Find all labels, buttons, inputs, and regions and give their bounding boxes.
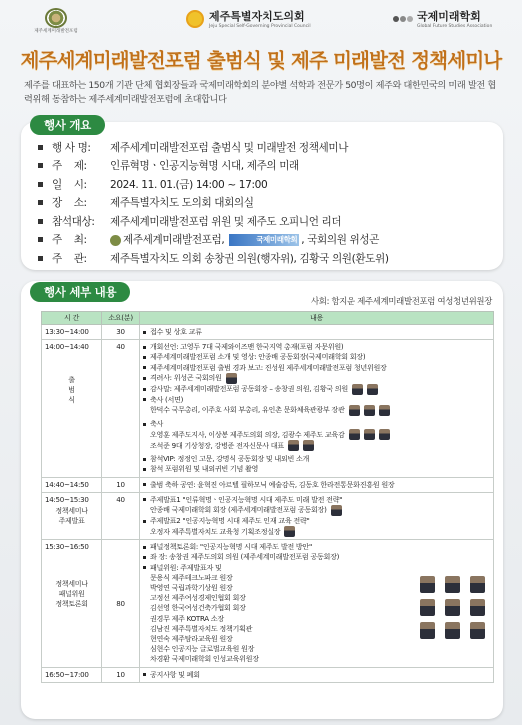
bullet-icon [38,182,43,187]
schedule-line [143,363,490,373]
schedule-time: 14:00~14:40 [45,342,89,352]
bullet-icon [143,398,146,401]
bullet-icon [38,237,43,242]
schedule-row [42,492,494,539]
schedule-line [143,670,490,680]
schedule-time: 15:30~16:50 [45,542,89,552]
schedule-time-cell [42,492,102,539]
schedule-line [143,654,490,664]
schedule-line-text: 안종배 국제미래학회 회장 (제주세계미래발전포럼 공동회장) [150,505,327,515]
portrait-photo [331,505,342,516]
schedule-content [140,477,494,492]
bullet-icon [143,566,146,569]
portrait-photo [364,429,375,440]
schedule-line-text: 심현수 인공지능 글로벌교육원 원장 [150,644,255,654]
schedule-line [143,480,490,490]
bullet-icon [143,356,146,359]
schedule-row [42,340,494,477]
mc-text: 사회: 함지운 제주세계미래발전포럼 여성청년위원장 [311,296,492,306]
schedule-line-text: 개회선언: 고영두 7대 국제와이즈맨 한국지역 총재(포럼 자문위원) [150,342,344,352]
overview-value: 제주세계미래발전포럼 위원 및 제주도 오피니언 리더 [110,215,342,228]
schedule-line-text: 격려사: 위성곤 국회의원 [150,373,222,383]
overview-list [38,138,498,268]
overview-row [38,249,498,268]
session-label: 정책세미나 패널위원 정책토론회 [55,580,88,609]
schedule-line-text: 출범 축하 공연: 윤혁진 아르텔 필하모닉 예술감독, 김동호 한라전통문화진흥원 원장 [150,479,395,489]
schedule-time-cell [42,340,102,477]
overview-row [38,212,498,231]
schedule-line [143,644,490,654]
overview-label: 주 최: [52,234,87,247]
schedule-time: 16:50~17:00 [45,669,89,679]
bullet-icon [143,423,146,426]
schedule-content [140,667,494,682]
bullet-icon [143,556,146,559]
portrait-photo [379,405,390,416]
panel-photos [420,576,485,639]
academy-badge-text: 국제미래학회 [256,235,298,245]
schedule-line-text: 좌 장: 송창권 제주도의회 의원 (제주세계미래발전포럼 공동회장) [150,552,340,562]
schedule-line [143,352,490,362]
forum-logo-text: 제주세계미래발전포럼 [34,29,78,34]
overview-heading: 행사 개요 [30,115,105,135]
schedule-content [140,340,494,477]
overview-row [38,138,498,157]
bullet-icon [143,377,146,380]
schedule-minutes: 40 [102,340,140,477]
schedule-header-row [42,312,494,325]
schedule-line-text: 접수 및 상호 교류 [150,327,202,336]
bullet-icon [143,346,146,349]
portrait-photo [379,429,390,440]
bullet-icon [143,458,146,461]
schedule-line-text: 박영연 국립과학기상원 원장 [150,583,233,593]
schedule-line-text: 공지사항 및 폐회 [150,669,200,679]
bullet-icon [143,546,146,549]
host-forum: 제주세계미래발전포럼, [123,234,225,247]
portrait-photo [303,440,314,451]
schedule-line-text: 오정자 제주특별자치도 교육청 기획조정실장 [150,526,281,536]
intro-text: 제주를 대표하는 150개 기관 단체 협회장들과 국제미래학회의 분야별 석학과 전문가 50명이 제주와 대한민국의 미래 발전 협력위해 동참하는 제주세계미래발전포럼에 초대합니다 [24,80,496,105]
schedule-line-text: 주제발표2 "인공지능혁명 시대 제주도 인재 교육 전략" [150,516,310,526]
portrait-photo [284,526,295,537]
schedule-content [140,325,494,340]
schedule-line-text: 축사 (서면) [150,394,184,404]
portrait-photo [288,440,299,451]
forum-small-logo-icon [110,235,121,246]
schedule-line-text: 고정선 제주여성경제인협회 회장 [150,593,246,603]
academy-badge [229,234,299,246]
host-rest: , 국회의원 위성곤 [301,234,380,247]
panel-portrait-photo [420,622,435,639]
schedule-line [143,405,490,416]
bullet-icon [143,331,146,334]
panel-portrait-photo [420,576,435,593]
overview-row [38,175,498,194]
schedule-line [143,419,490,429]
overview-value: 제주특별자치도 도의회 대회의실 [110,197,254,210]
schedule-line-text: 주제발표1 "인류혁명ㆍ인공지능혁명 시대 제주도 미래 발전 전략" [150,494,343,504]
overview-label: 주 제: [52,160,87,173]
schedule-line [143,563,490,573]
bullet-icon [143,366,146,369]
academy-logo [393,8,492,29]
schedule-line-text: 축사 [150,419,164,429]
schedule-row [42,540,494,667]
bullet-icon [143,498,146,501]
schedule-time: 14:40~14:50 [45,479,89,489]
schedule-heading: 행사 세부 내용 [30,282,130,302]
academy-subtitle: Global Future Studies Association [417,24,493,29]
schedule-minutes: 80 [102,540,140,667]
overview-value: 인류혁명ㆍ인공지능혁명 시대, 제주의 미래 [110,160,299,173]
schedule-line [143,373,490,384]
panel-portrait-photo [445,622,460,639]
session-label: 정책세미나 주제발표 [55,506,88,525]
panel-portrait-photo [470,576,485,593]
panel-portrait-photo [445,576,460,593]
schedule-line-text: 조석준 9대 기상청장, 강병준 전자신문사 대표 [150,440,284,450]
header-content: 내용 [140,312,494,325]
schedule-content [140,540,494,667]
panel-portrait-photo [470,622,485,639]
council-subtitle: Jeju Special Self-Governing Provincial Council [209,24,311,29]
overview-label: 참석대상: [52,215,95,228]
schedule-line [143,526,490,537]
bullet-icon [143,483,146,486]
schedule-line-text: 차경환 국제미래학회 인성교육위원장 [150,654,259,664]
council-logo [186,8,311,29]
overview-row [38,231,498,250]
portrait-photo [367,384,378,395]
portrait-photo [364,405,375,416]
page-title: 제주세계미래발전포럼 출범식 및 제주 미래발전 정책세미나 [20,49,502,72]
overview-label: 장 소: [52,197,87,210]
schedule-line [143,505,490,516]
academy-emblem-icon [393,13,413,25]
schedule-time-cell [42,325,102,340]
schedule-table [41,311,494,683]
schedule-time-cell [42,667,102,682]
schedule-line-text: 문용식 제주테크노파크 원장 [150,572,233,582]
overview-value: 제주세계미래발전포럼 출범식 및 미래발전 정책세미나 [110,141,349,154]
schedule-row [42,667,494,682]
bullet-icon [143,520,146,523]
schedule-line-text: 한덕수 국무총리, 이주호 사회 부총리, 유인촌 문화체육관광부 장관 [150,405,345,415]
schedule-time: 14:50~15:30 [45,494,89,504]
overview-value [110,232,379,247]
academy-name: 국제미래학회 [417,10,481,23]
schedule-content [140,492,494,539]
bullet-icon [38,200,43,205]
schedule-line [143,542,490,552]
council-name: 제주특별자치도의회 [209,10,305,23]
schedule-time-cell [42,477,102,492]
schedule-line [143,384,490,395]
overview-row [38,194,498,213]
overview-value: 2024. 11. 01.(금) 14:00 ~ 17:00 [110,178,268,191]
schedule-line-text: 오영훈 제주도지사, 이상봉 제주도의회 의장, 김광수 제주도 교육감 [150,429,345,439]
overview-label: 일 시: [52,178,87,191]
bullet-icon [38,145,43,150]
overview-row [38,157,498,176]
schedule-line-text: 제주세계미래발전포럼 소개 및 영상: 안종배 공동회장(국제미래학회 회장) [150,352,366,362]
schedule-line [143,464,490,474]
portrait-photo [352,384,363,395]
forum-emblem-icon [45,8,67,28]
session-label: 출 범 식 [68,376,75,405]
bullet-icon [143,388,146,391]
portrait-photo [226,373,237,384]
schedule-line [143,327,490,337]
header-time: 시 간 [42,312,102,325]
bullet-icon [143,673,146,676]
schedule-line-text: 김선영 한국여성건축가협회 회장 [150,603,246,613]
panel-portrait-photo [445,599,460,616]
council-emblem-icon [186,10,204,28]
overview-label: 행 사 명: [52,141,91,154]
panel-portrait-photo [420,599,435,616]
portrait-photo [349,429,360,440]
portrait-photo [349,405,360,416]
header-minutes: 소요(분) [102,312,140,325]
forum-logo [20,8,92,35]
schedule-time: 13:30~14:00 [45,327,89,336]
schedule-time-cell [42,540,102,667]
schedule-body [42,325,494,683]
schedule-line-text: 권경무 제주 KOTRA 소장 [150,613,224,623]
schedule-line [143,429,490,440]
schedule-line [143,495,490,505]
panel-portrait-photo [470,599,485,616]
schedule-row [42,325,494,340]
schedule-line [143,516,490,526]
logo-bar [0,8,522,42]
bullet-icon [38,163,43,168]
schedule-minutes: 10 [102,667,140,682]
schedule-line-text: 참석 포럼위원 및 내외귀빈 기념 촬영 [150,464,259,474]
overview-label: 주 관: [52,252,87,265]
schedule-line [143,342,490,352]
schedule-line-text: 김남진 제주특별자치도 정책기획관 [150,623,253,633]
schedule-minutes: 30 [102,325,140,340]
bullet-icon [143,468,146,471]
schedule-line-text: 패널정책토론회: "인공지능혁명 시대 제주도 발전 방안" [150,542,312,552]
schedule-line [143,440,490,451]
schedule-line-text: 제주세계미래발전포럼 출범 경과 보고: 진성원 제주세계미래발전포럼 청년위원장 [150,362,387,372]
schedule-line-text: 참석VIP: 정정인 고문, 강명식 공동회장 및 내외빈 소개 [150,454,310,464]
schedule-line [143,552,490,562]
schedule-minutes: 10 [102,477,140,492]
schedule-line-text: 감사말: 제주세계미래발전포럼 공동회장 – 송창권 의원, 김황국 의원 [150,384,348,394]
schedule-line [143,454,490,464]
schedule-line-text: 현연숙 제주탐라교육원 원장 [150,634,233,644]
schedule-line [143,395,490,405]
bullet-icon [38,219,43,224]
schedule-row [42,477,494,492]
bullet-icon [38,256,43,261]
schedule-line-text: 패널위원: 주제발표자 및 [150,562,222,572]
overview-value: 제주특별자치도 의회 송창권 의원(행자위), 김황국 의원(환도위) [110,252,389,265]
schedule-minutes: 40 [102,492,140,539]
